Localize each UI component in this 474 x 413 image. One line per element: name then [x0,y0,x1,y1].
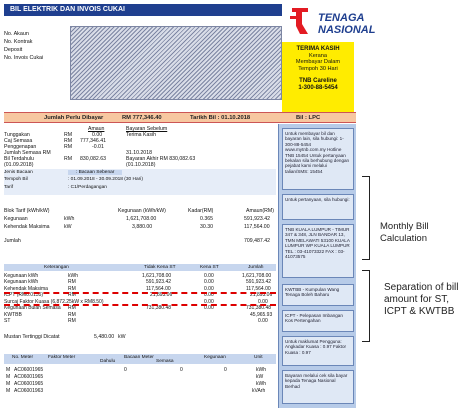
kwtbb-note-box: KWTBB - Kumpulan Wang Tenaga Boleh Baharu [282,284,354,306]
bill-period-value: : 01.09.2018 - 30.09.2018 (30 Hari) [68,177,143,182]
rate-header: Kadar(RM) [188,208,214,214]
charge-unit: RM [64,156,73,162]
usage-total-label: Jumlah [4,238,21,244]
usage-label: Kegunaan [4,216,28,222]
reading-type-value: : Bacaan Sebenar [68,170,122,175]
charge-unit: RM [64,132,73,138]
annotation-separation: Separation of bill amount for ST, ICPT & KWTBB [384,282,459,317]
charge-label: Bil Terdahulu [4,156,34,162]
reading-info [4,169,276,195]
meter-row: M AC06001965 kWh [6,380,266,387]
charge-unit: RM [64,138,73,144]
redacted-address-block [70,26,282,100]
charge-note: 31.10.2018 [126,150,152,156]
thank-you-line: Tempoh 30 Hari [298,65,338,72]
table-row: Surcaj Faktor Kuasa (6,872.25kW x RM8.50) 0.00 0.00 [4,298,268,305]
charge-label: Jumlah Semasa RM [4,150,51,156]
table-row: Kegunaan Bulan Semasa RM 731,380.48 0.00 731,380.48 [4,305,272,311]
account-no-label: No. Akaun [4,31,29,37]
max-demand-label: Mustan Tertinggi Dicatat [4,334,60,340]
tariff-value: : C1/Perdagangan [68,185,107,190]
non-taxable-header: Tidak Kena ST [144,265,176,270]
tariff-block-label: Blok Tarif (kWh/kW) [4,208,50,214]
tariff-label: Tarif [4,185,14,190]
max-demand-unit: kW [118,334,126,340]
usage-qty: 3,880.00 [132,224,153,230]
thank-you-line: Kerana [308,52,328,59]
amount-header: Amaun(RM) [246,208,274,214]
table-row: Kegunaan kWh RM 591,923.42 0.00 591,923.42 [4,279,272,285]
bill-period-label: Tempoh Bil [4,177,28,182]
charge-value: 0.00 [92,132,103,138]
total-header: Jumlah [248,265,264,270]
thank-you-line: Membayar Dalam [295,59,341,65]
careline-number: 1-300-88-5454 [298,84,338,91]
careline-label: TNB Careline [299,78,337,84]
table-row: Kegunaan kWh kWh 1,621,708.00 0.00 1,621,708.00 [4,272,272,279]
amount-due-value: RM 777,346.40 [122,115,162,121]
office-address-box: TNB KUALA LUMPUR - TIMUR 347 & 348, JLN BANDAR 13, TMN MELAWATI 53100 KUALA LUMPUR WP KUALA LUMPUR TEL : 03-41073322 FAX : 03-41073575 [282,224,354,278]
table-row-icpt: ICPT (RM0.0135) RM 21,893.06 0.00 21,893.06 [4,292,273,298]
description-header: Keterangan [44,265,69,270]
usage-unit: kW [64,224,72,230]
payment-info-box: Untuk membayar bil dan bayaran lain, sila hubungi: 1-300-88-5454 www.mytnb.com.my Hotline TNB 15454 Untuk pertanyaan bekalan sila berhubung dengan pejabat kami melalui talian/SMS: 15454 [282,128,354,190]
taxable-header: Kena ST [200,265,219,270]
contract-no-label: No. Kontrak [4,39,33,45]
bill-date: Tarikh Bil : 01.10.2018 [190,115,251,121]
info-sidebar [278,124,356,408]
annotation-monthly: Monthly Bill Calculation [380,221,429,244]
usage-rate: 0.365 [200,216,213,222]
meter-row: M AC06001965 kW [6,373,264,380]
charge-unit: RM [64,144,73,150]
charge-value: -0.01 [92,144,104,150]
table-row: Kehendak Maksima RM 117,564.00 0.00 117,564.00 [4,285,271,292]
bill-summary-bar [4,112,356,123]
amaun-header: Amaun [88,126,105,132]
charge-value: 777,346.41 [80,138,106,144]
usage-header: Kegunaan (kWh/kW) [118,208,166,214]
table-row-kwtbb: KWTBB RM 45,965.93 [4,311,273,318]
charge-label: Tunggakan [4,132,30,138]
charge-note: Terima Kasih [126,132,156,138]
cheque-payment-box: Bayaran melalui cek sila bayar kepada Tenaga Nasional Berhad [282,370,354,404]
charge-value: 830,082.63 [80,156,106,162]
reading-type-label: Jenis Bacaan [4,170,33,175]
usage-unit: kWh [64,216,75,222]
tax-table-header [4,264,276,271]
meter-row: M AC06001965 0 0 0 kWh [6,366,266,373]
final-payment: Bayaran Akhir RM 830,082.63 [126,156,196,162]
deposit-label: Deposit [4,47,23,53]
logo-text-tenaga: TENAGA [318,12,365,24]
charge-label: (01.09.2018) [4,162,34,168]
separation-bracket [362,270,370,342]
highlight-dash [4,304,276,306]
charge-label: Penggenapan [4,144,37,150]
usage-rate: 30.30 [200,224,213,230]
usage-amount: 117,564.00 [244,224,270,230]
logo-text-nasional: NASIONAL [318,24,376,36]
meter-row: M AC06001963 kVArh [6,387,266,394]
monthly-bracket [362,176,370,260]
amount-due-label: Jumlah Perlu Dibayar [44,115,104,121]
icpt-note-box: ICPT - Pelepasan Imbangan Kos Pertengahan [282,310,354,332]
usage-qty: 1,621,708.00 [126,216,157,222]
enquiry-box: Untuk pertanyaan, sila hubungi: [282,194,354,220]
usage-label: Kehendak Maksima [4,224,50,230]
max-demand-value: 5,480.00 [94,334,115,340]
bill-title: BIL ELEKTRIK DAN INVOIS CUKAI [4,4,282,16]
charge-label: Caj Semasa [4,138,33,144]
bill-type: Bil : LPC [296,115,321,121]
charge-note: (01.10.2018) [126,162,156,168]
thank-you-box [282,42,354,112]
meter-table-header: No. Meter Faktor Meter Bacaan Meter Kegunaan Unit Dahulu Semasa [4,354,276,364]
thank-you-heading: TERIMA KASIH [296,46,340,52]
usage-total-value: 709,487.42 [244,238,270,244]
consumer-info-box: Untuk maklumat Pengguna: Angkadar Kuasa : 0.97 Faktor Kuasa : 0.97 [282,336,354,366]
table-row-st: ST RM 0.00 [4,318,268,324]
usage-amount: 591,923.42 [244,216,270,222]
highlight-dash [4,292,276,294]
tnb-logo-icon [286,4,314,38]
previous-payment-header: Bayaran Sebelum [126,126,168,132]
tax-invoice-label: No. Invois Cukai [4,55,44,61]
account-fields [4,30,68,62]
